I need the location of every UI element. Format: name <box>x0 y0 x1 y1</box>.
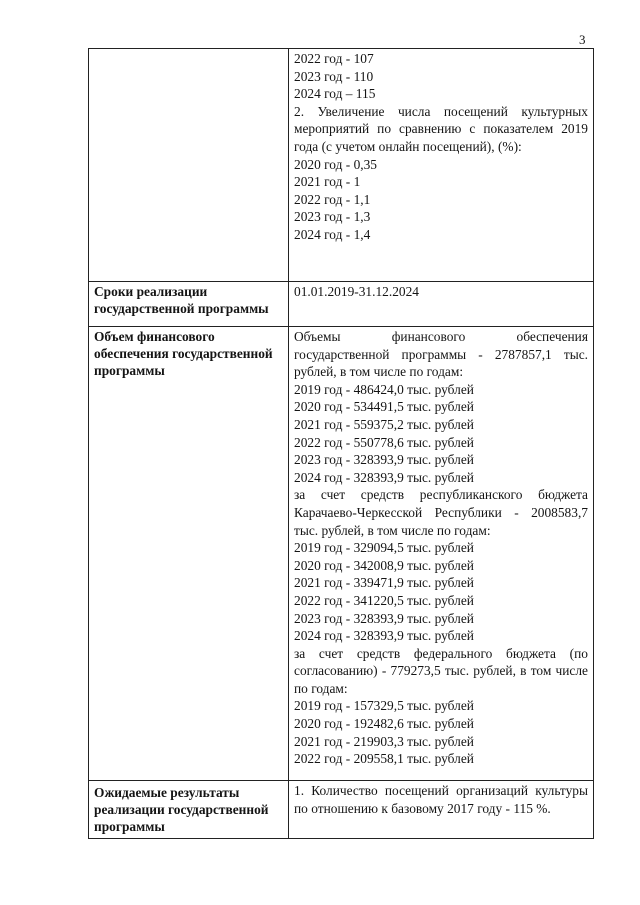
row-value <box>289 327 594 781</box>
year-line: 2022 год - 107 <box>294 51 374 66</box>
year-line: 2022 год - 341220,5 тыс. рублей <box>294 592 474 608</box>
row-label: Объем финансового обеспечения государственной программы <box>89 327 289 781</box>
row-value: 01.01.2019-31.12.2024 <box>289 282 594 327</box>
year-line: 2022 год - 550778,6 тыс. рублей <box>294 434 474 450</box>
year-line: 2024 год - 328393,9 тыс. рублей <box>294 628 474 644</box>
row-value <box>289 49 594 282</box>
year-line: 2024 год - 1,4 <box>294 226 371 242</box>
page-number: 3 <box>579 32 586 47</box>
year-line: 2024 год - 328393,9 тыс. рублей <box>294 469 474 485</box>
year-line: 2023 год - 328393,9 тыс. рублей <box>294 452 474 468</box>
year-line: 2020 год - 0,35 <box>294 156 377 172</box>
year-line: 2021 год - 559375,2 тыс. рублей <box>294 416 474 432</box>
year-line: 2023 год - 328393,9 тыс. рублей <box>294 610 474 626</box>
year-line: 2022 год - 209558,1 тыс. рублей <box>294 751 474 767</box>
year-line: 2019 год - 486424,0 тыс. рублей <box>294 381 474 397</box>
program-passport-table <box>88 48 594 839</box>
year-line: 2020 год - 342008,9 тыс. рублей <box>294 557 474 573</box>
table-row <box>89 49 594 282</box>
federal-budget-intro: за счет средств федерального бюджета (по согласованию) - 779273,5 тыс. рублей, в том числе по годам: <box>294 645 588 696</box>
funding-intro: Объемы финансового обеспечения государственной программы - 2787857,1 тыс. рублей, в том числе по годам: <box>294 329 588 380</box>
indicator-paragraph: 2. Увеличение числа посещений культурных мероприятий по сравнению с показателем 2019 года (с учетом онлайн посещений), (%): <box>294 103 588 154</box>
row-label: Сроки реализации государственной программы <box>89 282 289 327</box>
table-row <box>89 327 594 781</box>
year-line: 2023 год - 1,3 <box>294 209 371 225</box>
year-line: 2021 год - 219903,3 тыс. рублей <box>294 733 474 749</box>
year-line: 2020 год - 192482,6 тыс. рублей <box>294 716 474 732</box>
row-label <box>89 49 289 282</box>
year-line: 2022 год - 1,1 <box>294 191 371 207</box>
regional-budget-intro: за счет средств республиканского бюджета Карачаево-Черкесской Республики - 2008583,7 тыс. рублей, в том числе по годам: <box>294 487 588 538</box>
table-row <box>89 282 594 327</box>
table-row <box>89 781 594 839</box>
year-line: 2021 год - 339471,9 тыс. рублей <box>294 575 474 591</box>
year-line: 2019 год - 329094,5 тыс. рублей <box>294 540 474 556</box>
year-line: 2024 год – 115 <box>294 86 376 102</box>
row-value: 1. Количество посещений организаций культуры по отношению к базовому 2017 году - 115 %. <box>289 781 594 839</box>
row-label: Ожидаемые результаты реализации государственной программы <box>89 781 289 839</box>
year-line: 2019 год - 157329,5 тыс. рублей <box>294 698 474 714</box>
year-line: 2021 год - 1 <box>294 174 361 190</box>
year-line: 2020 год - 534491,5 тыс. рублей <box>294 399 474 415</box>
year-line: 2023 год - 110 <box>294 68 374 84</box>
